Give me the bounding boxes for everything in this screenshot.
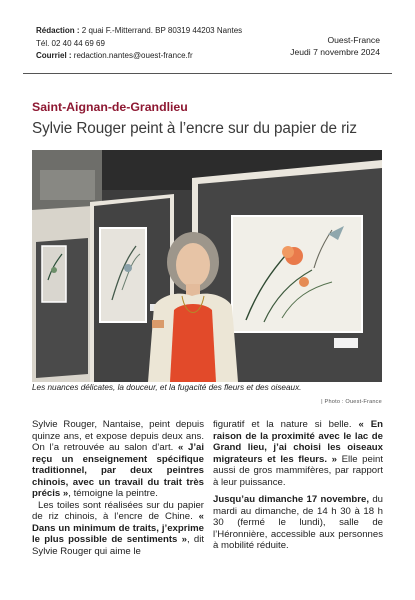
- paragraph: [32, 500, 204, 558]
- header-rule: [23, 73, 392, 74]
- quote: « J’ai reçu un enseignement spécifique traditionnel, par deux peintres chinois, avec un travail du trait très précis »: [32, 442, 204, 500]
- article-kicker: Saint-Aignan-de-Grandlieu: [32, 100, 188, 114]
- courriel-line: [36, 50, 242, 63]
- text-run: figuratif et la nature si belle.: [213, 419, 359, 430]
- photo-caption: Les nuances délicates, la douceur, et la fugacité des fleurs et des oiseaux.: [32, 383, 302, 392]
- article-column-left: [32, 419, 204, 558]
- publication-name: Ouest-France: [327, 35, 380, 45]
- photo-illustration: [32, 150, 382, 382]
- masthead-publication: [290, 34, 380, 58]
- publication-date: Jeudi 7 novembre 2024: [290, 47, 380, 57]
- redaction-line: [36, 25, 242, 38]
- article-column-right: [213, 419, 383, 552]
- paragraph: [32, 419, 204, 500]
- text-run: Elle peint aussi de gros mammifères, par rapport à leur puissance.: [213, 453, 383, 488]
- article-photo: [32, 150, 382, 382]
- telephone: Tél. 02 40 44 69 69: [36, 38, 105, 48]
- courriel-value: redaction.nantes@ouest-france.fr: [71, 51, 193, 60]
- quote: « En raison de la proximité avec le lac de Grand lieu, j’ai choisi les oiseaux migrateurs et les fleurs. »: [213, 419, 383, 465]
- paragraph: [213, 419, 383, 488]
- text-run: du mardi au dimanche, de 14 h 30 à 18 h 30 (fermé le lundi), salle de l’Héronnière, accessible aux personnes à mobilité réduite.: [213, 494, 383, 552]
- courriel-label: Courriel :: [36, 51, 72, 60]
- paragraph: [213, 494, 383, 552]
- redaction-label: Rédaction :: [36, 26, 80, 35]
- dates-highlight: Jusqu’au dimanche 17 novembre,: [213, 494, 370, 506]
- text-run: , dit Sylvie Rouger qui aime le: [32, 534, 204, 558]
- text-run: Sylvie Rouger, Nantaise, peint depuis quinze ans, et expose depuis deux ans. On l’a retrouvée au salon d’art.: [32, 419, 204, 454]
- article-headline: Sylvie Rouger peint à l’encre sur du papier de riz: [32, 120, 357, 137]
- text-run: , témoigne la peintre.: [68, 488, 158, 500]
- text-run: Les toiles sont réalisées sur du papier de riz chinois, à l’encre de Chine.: [32, 499, 204, 523]
- redaction-address: 2 quai F.-Mitterrand. BP 80319 44203 Nantes: [79, 26, 243, 35]
- quote: « Dans un minimum de traits, j’exprime le plus possible de sentiments »: [32, 511, 204, 546]
- photo-credit: | Photo : Ouest-France: [321, 399, 382, 405]
- masthead-contact: [36, 25, 242, 63]
